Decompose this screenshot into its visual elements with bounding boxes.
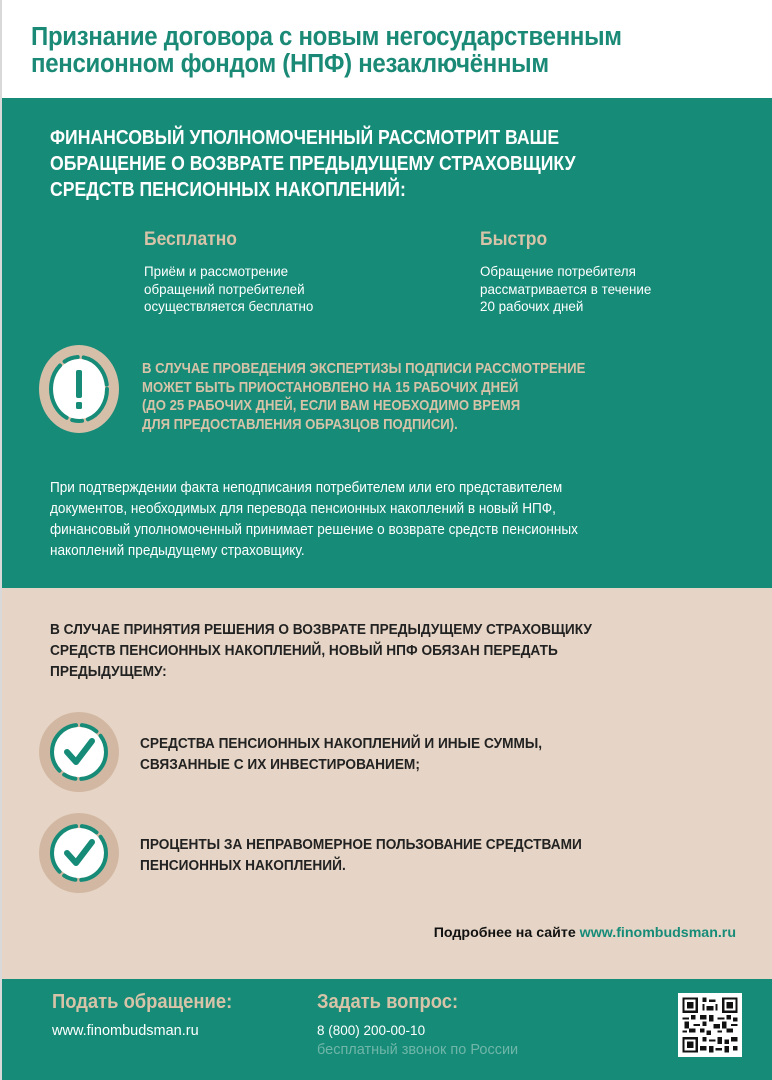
- checkmark-icon: [38, 812, 120, 894]
- feature-fast: [480, 229, 740, 316]
- feature-line: 20 рабочих дней: [480, 299, 584, 314]
- feature-description: [144, 263, 404, 316]
- warning-line: МОЖЕТ БЫТЬ ПРИОСТАНОВЛЕНО НА 15 РАБОЧИХ ДНЕЙ: [142, 379, 519, 396]
- body-line: финансовый уполномоченный принимает решение о возврате средств пенсионных: [50, 522, 578, 538]
- obligation-item: [38, 812, 758, 894]
- lead-line: СРЕДСТВ ПЕНСИОННЫХ НАКОПЛЕНИЙ:: [50, 178, 406, 201]
- title-line-1: Признание договора с новым негосударственным: [31, 23, 622, 51]
- obligation-line: ПРОЦЕНТЫ ЗА НЕПРАВОМЕРНОЕ ПОЛЬЗОВАНИЕ СРЕДСТВАМИ: [140, 836, 582, 853]
- checkmark-icon: [38, 711, 120, 793]
- more-info: [434, 925, 736, 941]
- ask-title: Задать вопрос:: [317, 991, 459, 1013]
- obligation-line: ПЕНСИОННЫХ НАКОПЛЕНИЙ.: [140, 857, 346, 874]
- decision-text: [50, 478, 578, 562]
- feature-description: [480, 263, 740, 316]
- ombudsman-lead: [50, 125, 576, 203]
- submit-link[interactable]: www.finombudsman.ru: [52, 1023, 199, 1039]
- obligations-section: [2, 588, 772, 979]
- header: [2, 0, 772, 98]
- feature-line: рассматривается в течение: [480, 281, 652, 297]
- title-line-2: пенсионном фондом (НПФ) незаключённым: [31, 50, 549, 78]
- more-info-label: Подробнее на сайте: [433, 925, 580, 941]
- feature-title: Быстро: [480, 229, 548, 250]
- obligation-line: СРЕДСТВА ПЕНСИОННЫХ НАКОПЛЕНИЙ И ИНЫЕ СУММЫ,: [140, 735, 543, 752]
- page-title: [31, 24, 622, 78]
- obligation-item: [38, 711, 758, 793]
- submit-title: Подать обращение:: [52, 991, 233, 1013]
- feature-line: осуществляется бесплатно: [144, 299, 314, 314]
- obligation-text: [140, 733, 542, 775]
- obligations-lead: [50, 619, 592, 682]
- warning-text: [142, 360, 585, 434]
- phone-note: бесплатный звонок по России: [317, 1042, 519, 1058]
- website-link[interactable]: www.finombudsman.ru: [579, 925, 736, 941]
- lead-line: ОБРАЩЕНИЕ О ВОЗВРАТЕ ПРЕДЫДУЩЕМУ СТРАХОВЩИКУ: [50, 152, 576, 175]
- feature-line: обращений потребителей: [144, 281, 305, 297]
- body-line: документов, необходимых для перевода пенсионных накоплений в новый НПФ,: [50, 501, 556, 517]
- warning-line: (ДО 25 РАБОЧИХ ДНЕЙ, ЕСЛИ ВАМ НЕОБХОДИМО ВРЕМЯ: [142, 398, 521, 415]
- obligation-text: [140, 834, 582, 876]
- feature-free: [144, 229, 404, 316]
- feature-line: Обращение потребителя: [480, 264, 636, 279]
- warning-line: В СЛУЧАЕ ПРОВЕДЕНИЯ ЭКСПЕРТИЗЫ ПОДПИСИ РАССМОТРЕНИЕ: [142, 361, 586, 377]
- lead-line: СРЕДСТВ ПЕНСИОННЫХ НАКОПЛЕНИЙ, НОВЫЙ НПФ ОБЯЗАН ПЕРЕДАТЬ: [50, 642, 558, 659]
- footer: [2, 979, 772, 1080]
- lead-line: ФИНАНСОВЫЙ УПОЛНОМОЧЕННЫЙ РАССМОТРИТ ВАШЕ: [50, 126, 560, 149]
- lead-line: ПРЕДЫДУЩЕМУ:: [50, 663, 167, 680]
- body-line: накоплений предыдущему страховщику.: [50, 543, 305, 559]
- warning-line: ДЛЯ ПРЕДОСТАВЛЕНИЯ ОБРАЗЦОВ ПОДПИСИ).: [142, 416, 458, 433]
- body-line: При подтверждении факта неподписания потребителем или его представителем: [50, 480, 563, 496]
- feature-title: Бесплатно: [144, 229, 237, 250]
- ombudsman-section: [2, 98, 772, 588]
- phone-number[interactable]: 8 (800) 200-00-10: [317, 1023, 426, 1038]
- feature-line: Приём и рассмотрение: [144, 264, 289, 279]
- obligation-line: СВЯЗАННЫЕ С ИХ ИНВЕСТИРОВАНИЕМ;: [140, 756, 420, 773]
- exclamation-icon: [38, 344, 120, 434]
- lead-line: В СЛУЧАЕ ПРИНЯТИЯ РЕШЕНИЯ О ВОЗВРАТЕ ПРЕДЫДУЩЕМУ СТРАХОВЩИКУ: [50, 621, 592, 638]
- qr-code-icon: [678, 993, 742, 1057]
